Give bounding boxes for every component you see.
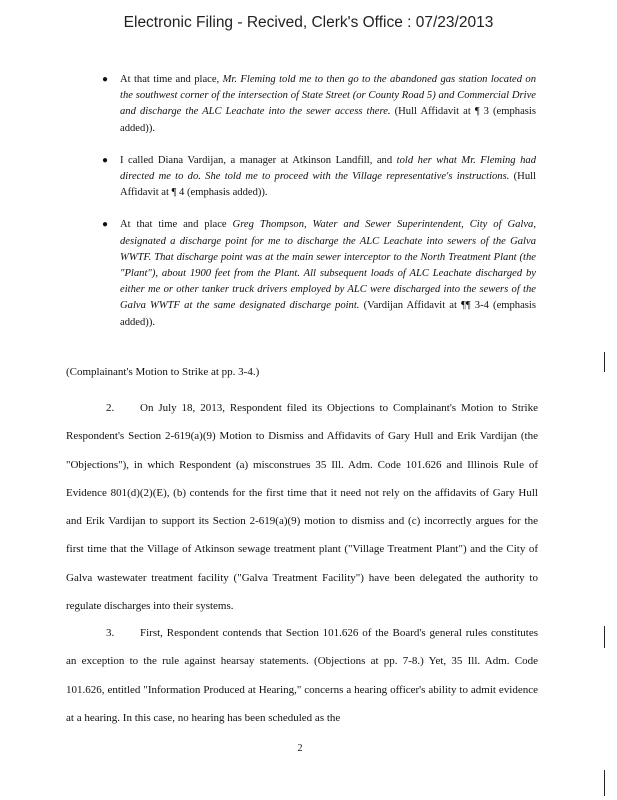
- bullet-icon: ●: [102, 219, 109, 231]
- page-number: 2: [297, 743, 303, 754]
- bullet-emphasis: Greg Thompson, Water and Sewer Superintendent, City of Galva, designated a discharge point for me to discharge the ALC Leachate into sewers of the Galva WWTF. That discharge point was at the main sewer interceptor to the North Treatment Plant (the "Plant"), about 1900 feet from the Plant. All subsequent loads of ALC Leachate discharged by either me or other tanker truck drivers employed by ALC were discharged into the sewers of the Galva WWTF at the same designated discharge point.: [120, 219, 536, 312]
- paragraph-2: [66, 394, 538, 620]
- paragraph-number: 2.: [106, 402, 115, 414]
- paragraph-3: [66, 619, 538, 732]
- bullet-citation: (Hull Affidavit at ¶ 4 (emphasis added)).: [120, 171, 537, 199]
- bullet-text: I called Diana Vardijan, a manager at Atkinson Landfill, and: [120, 154, 397, 166]
- motion-citation: (Complainant's Motion to Strike at pp. 3-4.): [66, 366, 260, 378]
- list-item: [86, 217, 536, 330]
- bullet-icon: ●: [102, 154, 109, 166]
- bullet-text: At that time and place: [120, 219, 233, 231]
- paragraph-number: 3.: [106, 627, 115, 639]
- margin-revision-bar: [604, 770, 605, 796]
- margin-revision-bar: [604, 352, 605, 372]
- bullet-text: At that time and place,: [120, 74, 223, 85]
- filing-stamp-header: Electronic Filing - Recived, Clerk's Office : 07/23/2013: [123, 14, 494, 31]
- bullet-icon: ●: [102, 74, 109, 85]
- bullet-emphasis: told her what Mr. Fleming had directed me to do. She told me to proceed with the Village representative's instructions.: [120, 154, 536, 183]
- paragraph-text: First, Respondent contends that Section 101.626 of the Board's general rules constitutes an exception to the rule against hearsay statements. (Objections at pp. 7-8.) Yet, 35 Ill. Adm. Code 101.626, entitled "Information Produced at Hearing," concerns a hearing officer's ability to admit evidence at a hearing. In this case, no hearing has been scheduled as the: [66, 627, 538, 724]
- quoted-affidavit-list: [86, 72, 536, 347]
- paragraph-text: On July 18, 2013, Respondent filed its Objections to Complainant's Motion to Strike Respondent's Section 2-619(a)(9) Motion to Dismiss and Affidavits of Gary Hull and Erik Vardijan (the "Objections"), in which Respondent (a) misconstrues 35 Ill. Adm. Code 101.626 and Illinois Rule of Evidence 801(d)(2)(E), (b) contends for the first time that it need not rely on the affidavits of Gary Hull and Erik Vardijan to support its Section 2-619(a)(9) motion to dismiss and (c) incorrectly argues for the first time that the Village of Atkinson sewage treatment plant ("Village Treatment Plant") and the City of Galva wastewater treatment facility ("Galva Treatment Facility") have been delegated the authority to regulate discharges into their systems.: [66, 402, 538, 613]
- bullet-emphasis: Mr. Fleming told me to then go to the abandoned gas station located on the southwest corner of the intersection of State Street (or County Road 5) and Commercial Drive and discharge the ALC Leachate into the sewer access there.: [120, 74, 536, 118]
- margin-revision-bar: [604, 626, 605, 648]
- bullet-citation: (Vardijan Affidavit at ¶¶ 3-4 (emphasis added)).: [120, 300, 536, 328]
- list-item: [86, 153, 536, 202]
- bullet-citation: (Hull Affidavit at ¶ 3 (emphasis added)).: [120, 106, 536, 134]
- list-item: [86, 72, 536, 137]
